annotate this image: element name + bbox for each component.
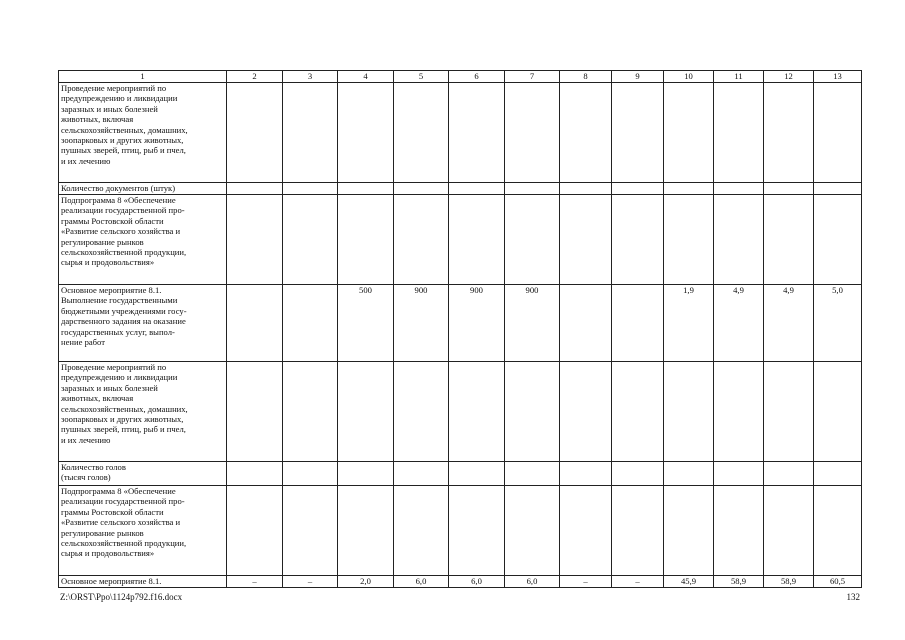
- table-cell: [283, 83, 338, 183]
- table-cell: [664, 183, 714, 195]
- table-cell: [338, 183, 394, 195]
- table-row: [59, 183, 862, 195]
- table-row: [59, 362, 862, 462]
- table-cell: [338, 486, 394, 576]
- row-description: Количество документов (штук): [59, 183, 227, 195]
- table-cell: [449, 83, 505, 183]
- table-cell: –: [612, 576, 664, 588]
- table-cell: [560, 83, 612, 183]
- row-description: Проведение мероприятий по предупреждению и ликвидации заразных и иных болезней животных, включая сельскохозяйственных, домашних, зоопарковых и других животных, пушных зверей, птиц, рыб и пчел, и их лечению: [59, 362, 227, 462]
- table-row: [59, 486, 862, 576]
- data-table: [58, 70, 862, 588]
- column-header: 1: [59, 71, 227, 83]
- column-header: 12: [764, 71, 814, 83]
- table-cell: [227, 462, 283, 486]
- table-cell: [664, 486, 714, 576]
- table-cell: [814, 486, 862, 576]
- table-cell: 58,9: [764, 576, 814, 588]
- table-cell: –: [227, 576, 283, 588]
- table-cell: [714, 362, 764, 462]
- table-cell: [560, 462, 612, 486]
- table-cell: [283, 362, 338, 462]
- table-cell: [227, 83, 283, 183]
- table-cell: [714, 83, 764, 183]
- table-cell: 5,0: [814, 285, 862, 362]
- column-header: 11: [714, 71, 764, 83]
- table-cell: [394, 486, 449, 576]
- table-cell: 58,9: [714, 576, 764, 588]
- table-cell: [338, 362, 394, 462]
- table-cell: [338, 195, 394, 285]
- table-cell: [560, 195, 612, 285]
- table-cell: 900: [394, 285, 449, 362]
- header-row: [59, 71, 862, 83]
- table-cell: [338, 462, 394, 486]
- table-row: [59, 83, 862, 183]
- column-header: 7: [505, 71, 560, 83]
- table-cell: [814, 462, 862, 486]
- table-cell: [764, 195, 814, 285]
- table-cell: [612, 183, 664, 195]
- table-cell: [764, 362, 814, 462]
- table-row: [59, 576, 862, 588]
- column-header: 10: [664, 71, 714, 83]
- table-cell: [612, 462, 664, 486]
- table-row: [59, 462, 862, 486]
- table-cell: [283, 183, 338, 195]
- table-cell: 6,0: [449, 576, 505, 588]
- table-cell: [505, 362, 560, 462]
- table-row: [59, 195, 862, 285]
- column-header: 13: [814, 71, 862, 83]
- column-header: 3: [283, 71, 338, 83]
- table-cell: [227, 486, 283, 576]
- table-cell: [560, 362, 612, 462]
- table-cell: 900: [449, 285, 505, 362]
- table-cell: [714, 183, 764, 195]
- table-cell: [505, 83, 560, 183]
- table-cell: 45,9: [664, 576, 714, 588]
- row-description: Основное мероприятие 8.1.: [59, 576, 227, 588]
- row-description: Проведение мероприятий по предупреждению и ликвидации заразных и иных болезней животных, включая сельскохозяйственных, домашних, зоопарковых и других животных, пушных зверей, птиц, рыб и пчел, и их лечению: [59, 83, 227, 183]
- table-cell: 900: [505, 285, 560, 362]
- table-cell: [449, 486, 505, 576]
- table-cell: 4,9: [714, 285, 764, 362]
- table-cell: [664, 462, 714, 486]
- table-cell: [394, 83, 449, 183]
- table-cell: [814, 362, 862, 462]
- column-header: 2: [227, 71, 283, 83]
- table-cell: [560, 183, 612, 195]
- column-header: 8: [560, 71, 612, 83]
- table-cell: [612, 83, 664, 183]
- table-cell: 1,9: [664, 285, 714, 362]
- table-cell: [449, 195, 505, 285]
- page-number: 132: [846, 592, 860, 602]
- table-row: [59, 285, 862, 362]
- table-cell: [764, 486, 814, 576]
- table-cell: [505, 195, 560, 285]
- table-cell: –: [283, 576, 338, 588]
- table-cell: [227, 362, 283, 462]
- column-header: 9: [612, 71, 664, 83]
- table-cell: [814, 83, 862, 183]
- table-cell: [560, 486, 612, 576]
- table-cell: [449, 362, 505, 462]
- row-description: Подпрограмма 8 «Обеспечение реализации государственной про- граммы Ростовской области «Развитие сельского хозяйства и регулирование рынков сельскохозяйственной продукции, сырья и продовольствия»: [59, 195, 227, 285]
- table-cell: 6,0: [394, 576, 449, 588]
- table-cell: [664, 195, 714, 285]
- table-cell: [283, 462, 338, 486]
- table-cell: [394, 195, 449, 285]
- table-cell: [505, 462, 560, 486]
- table-cell: [664, 83, 714, 183]
- table-cell: [612, 486, 664, 576]
- table-cell: [227, 195, 283, 285]
- column-header: 4: [338, 71, 394, 83]
- table-cell: [394, 362, 449, 462]
- table-cell: [714, 462, 764, 486]
- table-cell: 60,5: [814, 576, 862, 588]
- table-cell: [449, 462, 505, 486]
- column-header: 6: [449, 71, 505, 83]
- table-cell: 4,9: [764, 285, 814, 362]
- table-cell: [764, 183, 814, 195]
- table-cell: [612, 362, 664, 462]
- table-cell: [394, 462, 449, 486]
- row-description: Количество голов (тысяч голов): [59, 462, 227, 486]
- table-cell: [505, 183, 560, 195]
- table-cell: [505, 486, 560, 576]
- column-header: 5: [394, 71, 449, 83]
- row-description: Подпрограмма 8 «Обеспечение реализации государственной про- граммы Ростовской области «Развитие сельского хозяйства и регулирование рынков сельскохозяйственной продукции, сырья и продовольствия»: [59, 486, 227, 576]
- table-cell: [612, 195, 664, 285]
- table-cell: [664, 362, 714, 462]
- table-cell: [814, 195, 862, 285]
- table-cell: –: [560, 576, 612, 588]
- table-cell: [394, 183, 449, 195]
- table-cell: [227, 285, 283, 362]
- table-cell: [612, 285, 664, 362]
- file-path: Z:\ORST\Ppo\1124p792.f16.docx: [60, 592, 183, 602]
- table-cell: 2,0: [338, 576, 394, 588]
- table-cell: [338, 83, 394, 183]
- table-cell: [714, 486, 764, 576]
- table-cell: [283, 285, 338, 362]
- table-cell: [283, 486, 338, 576]
- table-cell: [449, 183, 505, 195]
- table-cell: [227, 183, 283, 195]
- table-cell: [764, 83, 814, 183]
- table-cell: 500: [338, 285, 394, 362]
- table-cell: [764, 462, 814, 486]
- table-cell: [814, 183, 862, 195]
- row-description: Основное мероприятие 8.1. Выполнение государственными бюджетными учреждениями госу- дарственного задания на оказание государственных услуг, выпол- нение работ: [59, 285, 227, 362]
- table-cell: [283, 195, 338, 285]
- table-cell: [560, 285, 612, 362]
- table-cell: 6,0: [505, 576, 560, 588]
- table-cell: [714, 195, 764, 285]
